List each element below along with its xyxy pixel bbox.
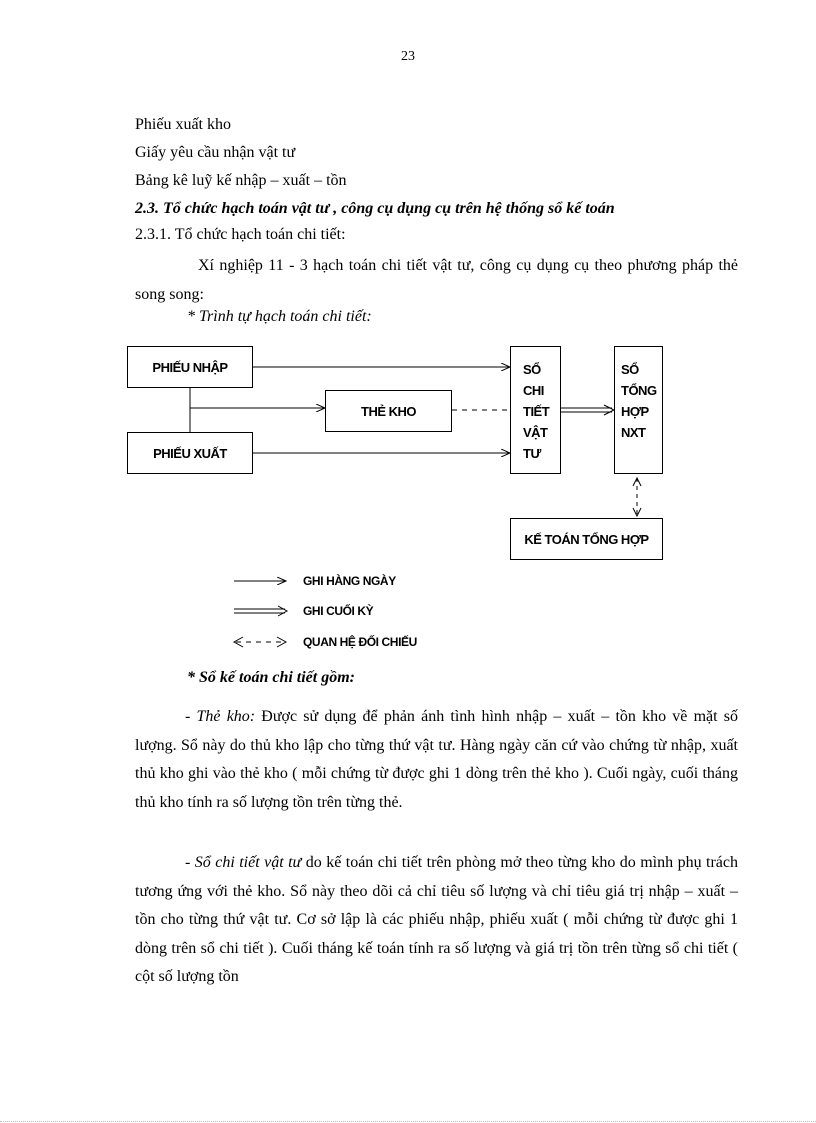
section-heading: 2.3. Tổ chức hạch toán vật tư , công cụ dụng cụ trên hệ thống sổ kế toán bbox=[135, 200, 615, 217]
intro-paragraph: Xí nghiệp 11 - 3 hạch toán chi tiết vật tư, công cụ dụng cụ theo phương pháp thẻ song song: bbox=[135, 257, 738, 303]
the-kho-paragraph bbox=[135, 703, 738, 817]
so-chi-tiet-line-5: TƯ bbox=[523, 446, 541, 461]
so-tong-hop-line-1: SỔ bbox=[621, 362, 639, 377]
page-number: 23 bbox=[401, 49, 415, 64]
intro-line-giay-yeu-cau: Giấy yêu cầu nhận vật tư bbox=[135, 144, 296, 161]
the-kho-text: Được sử dụng để phản ánh tình hình nhập – xuất – tồn kho về mặt số lượng. Sổ này do thủ kho lập cho từng thứ vật tư. Hàng ngày căn cứ vào chứng từ nhập, xuất thủ kho ghi vào thẻ kho ( mỗi chứng từ được ghi 1 dòng trên thẻ kho ). Cuối ngày, cuối tháng thủ kho tính ra số lượng tồn trên từng thẻ. bbox=[135, 708, 738, 811]
subsection-heading: 2.3.1. Tổ chức hạch toán chi tiết: bbox=[135, 226, 346, 243]
legend-daily: GHI HÀNG NGÀY bbox=[303, 574, 396, 588]
the-kho-term: - Thẻ kho: bbox=[185, 708, 256, 725]
phieu-xuat-box: PHIẾU XUẤT bbox=[127, 432, 253, 474]
so-chi-tiet-line-2: CHI bbox=[523, 383, 544, 398]
so-tong-hop-line-2: TỔNG bbox=[621, 383, 657, 398]
so-tong-hop-line-4: NXT bbox=[621, 425, 646, 440]
so-chi-tiet-term: - Sổ chi tiết vật tư bbox=[185, 854, 302, 871]
ke-toan-tong-hop-box: KẾ TOÁN TỔNG HỢP bbox=[510, 518, 663, 560]
the-kho-box: THẺ KHO bbox=[325, 390, 452, 432]
intro-line-bang-ke: Bảng kê luỹ kế nhập – xuất – tồn bbox=[135, 172, 347, 189]
legend-period-end: GHI CUỐI KỲ bbox=[303, 604, 374, 618]
diagram-caption: * Trình tự hạch toán chi tiết: bbox=[187, 308, 372, 325]
so-chi-tiet-paragraph bbox=[135, 849, 738, 992]
legend-reconcile: QUAN HỆ ĐỐI CHIẾU bbox=[303, 635, 417, 649]
so-chi-tiet-line-4: VẬT bbox=[523, 425, 548, 440]
intro-line-phieu-xuat-kho: Phiếu xuất kho bbox=[135, 116, 231, 133]
so-chi-tiet-text: do kế toán chi tiết trên phòng mở theo từng kho do mình phụ trách tương ứng với thẻ kho. Sổ này theo dõi cả chỉ tiêu số lượng và chỉ tiêu giá trị nhập – xuất – tồn cho từng thứ vật tư. Cơ sở lập là các phiếu nhập, phiếu xuất ( mỗi chứng từ được ghi 1 dòng trên sổ chi tiết ). Cuối tháng kế toán tính ra số lượng và giá trị tồn trên từng sổ chi tiết ( cột số lượng tồn bbox=[135, 854, 739, 985]
so-tong-hop-line-3: HỢP bbox=[621, 404, 649, 419]
double-arrow-head bbox=[604, 405, 614, 415]
so-chi-tiet-vat-tu-box bbox=[510, 346, 561, 474]
page-bottom-rule bbox=[0, 1121, 816, 1122]
so-chi-tiet-line-3: TIẾT bbox=[523, 404, 550, 419]
books-heading: * Sổ kế toán chi tiết gồm: bbox=[187, 669, 355, 686]
so-tong-hop-nxt-box bbox=[614, 346, 663, 474]
so-chi-tiet-line-1: SỔ bbox=[523, 362, 541, 377]
legend-double-arrow-head bbox=[278, 606, 287, 616]
phieu-nhap-box: PHIẾU NHẬP bbox=[127, 346, 253, 388]
